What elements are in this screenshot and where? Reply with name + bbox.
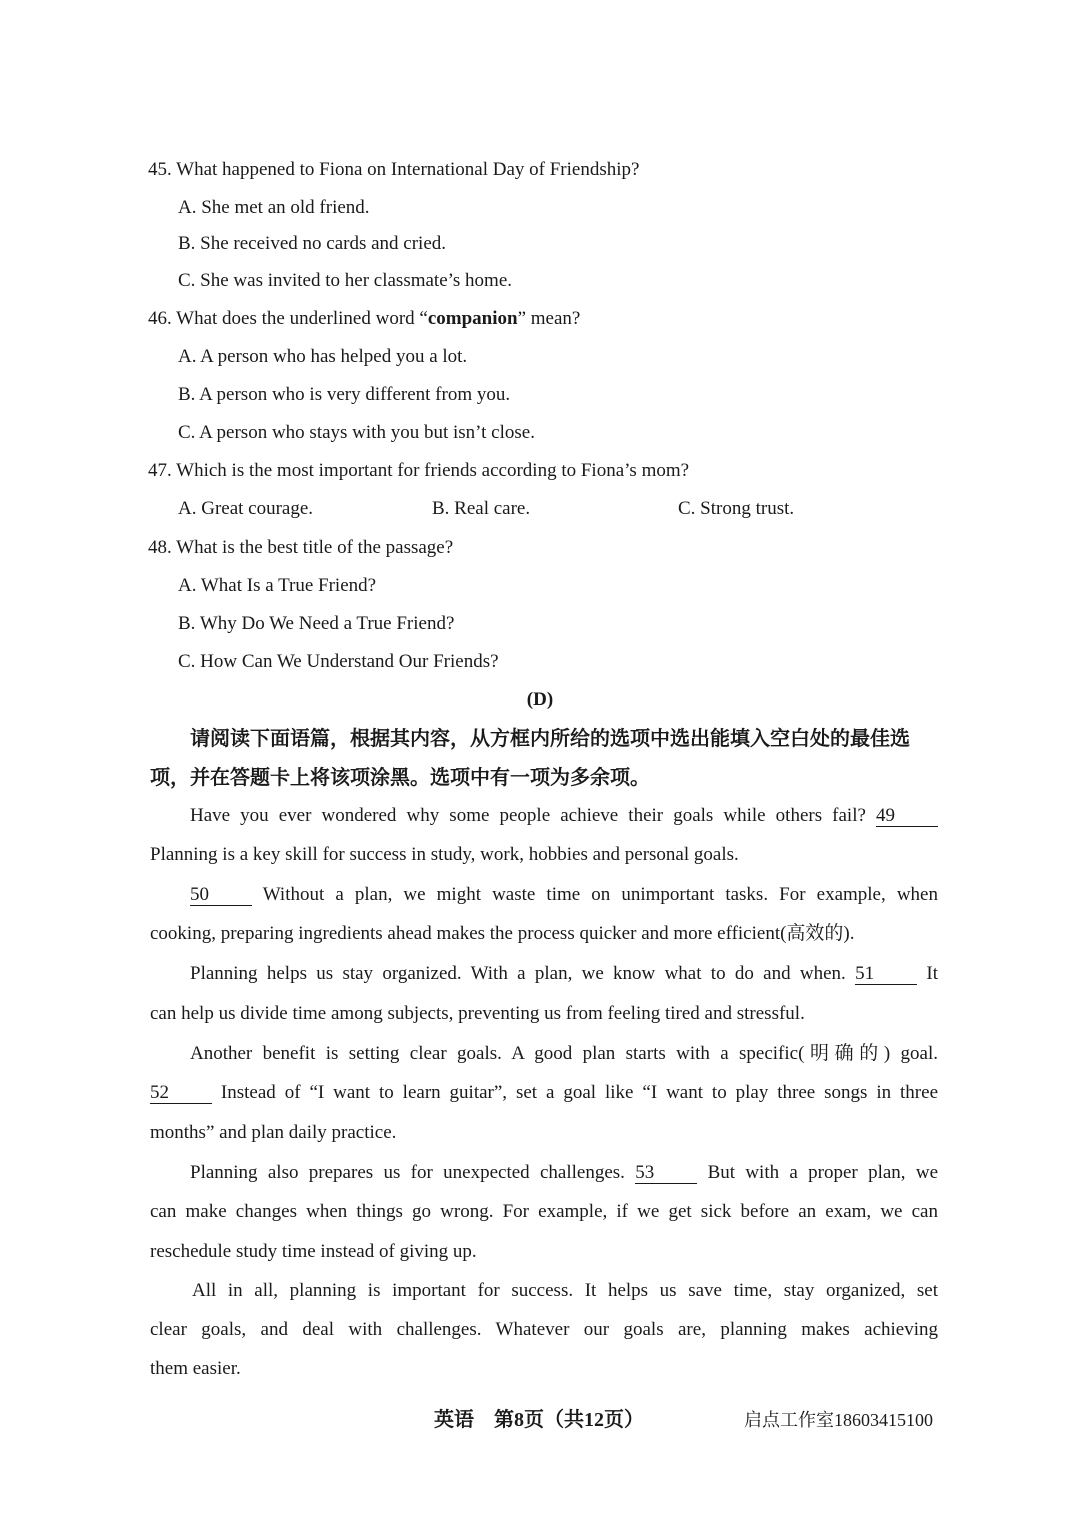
question-45-option-b: B. She received no cards and cried.	[178, 233, 447, 254]
paragraph-3-text-b: It	[926, 963, 939, 984]
question-45-option-c: C. She was invited to her classmate’s home.	[178, 270, 513, 291]
question-48-option-b: B. Why Do We Need a True Friend?	[178, 613, 455, 634]
question-46-stem-post: ” mean?	[517, 308, 581, 329]
paragraph-2-text: Without a plan, we might waste time on unimportant tasks. For example, when	[262, 884, 938, 905]
section-d-title: (D)	[526, 689, 554, 710]
question-46-stem	[148, 307, 580, 331]
paragraph-3-line-2: can help us divide time among subjects, preventing us from feeling tired and stressful.	[150, 1003, 805, 1024]
paragraph-4-line-3: months” and plan daily practice.	[150, 1122, 397, 1143]
paragraph-5-line-3: reschedule study time instead of giving up.	[150, 1241, 477, 1262]
question-48-option-c: C. How Can We Understand Our Friends?	[178, 651, 499, 672]
underlined-word: companion	[427, 308, 518, 329]
question-46-stem-pre: 46. What does the underlined word “	[148, 308, 428, 329]
blank-53: 53	[635, 1163, 697, 1184]
question-45-stem: 45. What happened to Fiona on International Day of Friendship?	[148, 159, 640, 180]
paragraph-4-line-2	[150, 1081, 938, 1105]
paragraph-4-text: Instead of “I want to learn guitar”, set a goal like “I want to play three songs in three	[220, 1082, 939, 1103]
blank-50: 50	[190, 885, 252, 906]
paragraph-1-line-1	[190, 804, 938, 828]
paragraph-2-line-2: cooking, preparing ingredients ahead makes the process quicker and more efficient(高效的).	[150, 923, 855, 944]
paragraph-5-text: Planning also prepares us for unexpected challenges.	[190, 1162, 625, 1183]
paragraph-5-text-b: But with a proper plan, we	[707, 1162, 939, 1183]
question-48-option-a: A. What Is a True Friend?	[178, 575, 377, 596]
section-d-instruction-line2: 项，并在答题卡上将该项涂黑。选项中有一项为多余项。	[150, 767, 650, 789]
question-46-option-a: A. A person who has helped you a lot.	[178, 346, 468, 367]
question-46-option-b: B. A person who is very different from you.	[178, 384, 511, 405]
paragraph-1-line-2: Planning is a key skill for success in study, work, hobbies and personal goals.	[150, 844, 739, 865]
blank-52: 52	[150, 1083, 212, 1104]
question-46-option-c: C. A person who stays with you but isn’t close.	[178, 422, 535, 443]
blank-49: 49	[876, 806, 938, 827]
studio-watermark: 启点工作室18603415100	[744, 1410, 933, 1430]
page-number: 英语 第8页（共12页）	[434, 1409, 644, 1431]
paragraph-2-line-1	[190, 883, 938, 907]
question-47-stem: 47. Which is the most important for friends according to Fiona’s mom?	[148, 460, 690, 481]
question-48-stem: 48. What is the best title of the passage?	[148, 537, 454, 558]
paragraph-4-line-1: Another benefit is setting clear goals. A good plan starts with a specific(明确的) goal.	[190, 1043, 938, 1064]
paragraph-6-line-3: them easier.	[150, 1358, 241, 1379]
section-d-instruction-line1: 请阅读下面语篇，根据其内容，从方框内所给的选项中选出能填入空白处的最佳选	[190, 728, 910, 750]
question-47-option-b: B. Real care.	[432, 498, 531, 519]
question-47-option-a: A. Great courage.	[178, 498, 314, 519]
paragraph-6-line-1: All in all, planning is important for success. It helps us save time, stay organized, set	[192, 1280, 938, 1301]
paragraph-1-text: Have you ever wondered why some people achieve their goals while others fail?	[190, 805, 866, 826]
paragraph-5-line-1	[190, 1161, 938, 1185]
paragraph-3-line-1	[190, 962, 938, 986]
blank-51: 51	[855, 964, 917, 985]
paragraph-6-line-2: clear goals, and deal with challenges. Whatever our goals are, planning makes achieving	[150, 1319, 938, 1340]
paragraph-3-text: Planning helps us stay organized. With a plan, we know what to do and when.	[190, 963, 846, 984]
question-45-option-a: A. She met an old friend.	[178, 197, 370, 218]
paragraph-5-line-2: can make changes when things go wrong. For example, if we get sick before an exam, we can	[150, 1201, 938, 1222]
question-47-option-c: C. Strong trust.	[678, 498, 795, 519]
